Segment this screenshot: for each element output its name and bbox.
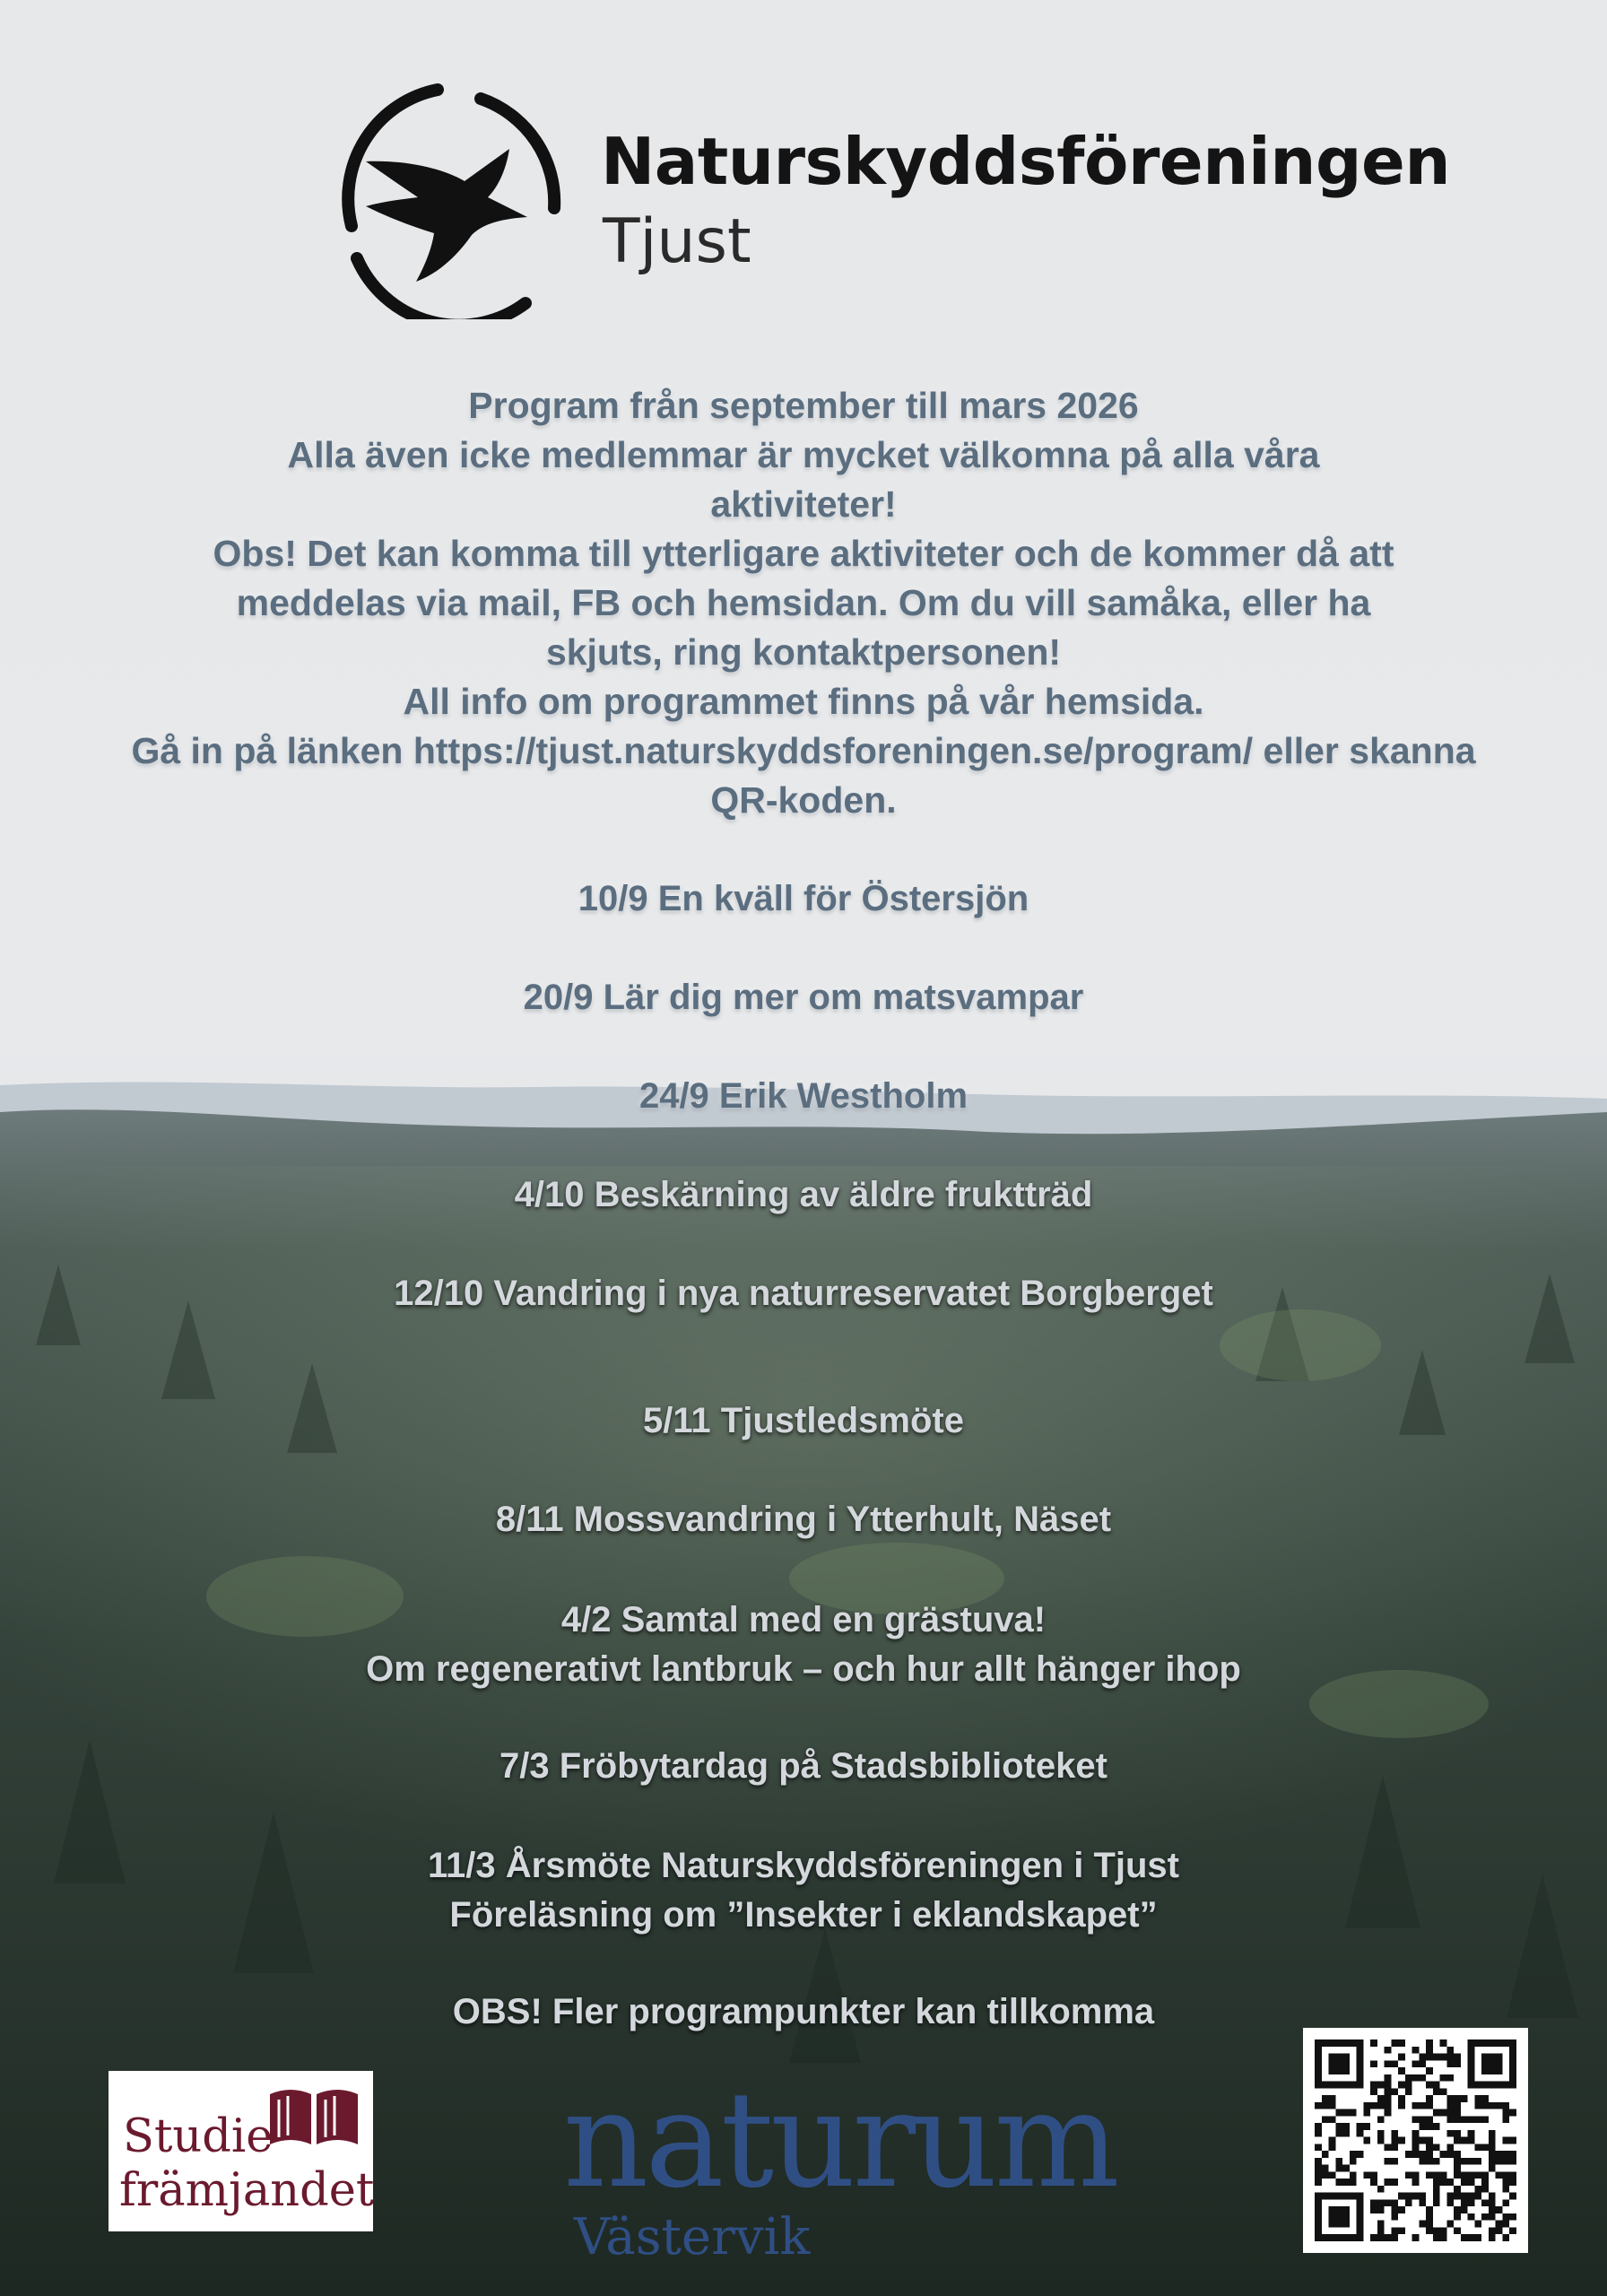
intro-link-line: Gå in på länken https://tjust.naturskyddsforeningen.se/program/ eller skanna bbox=[131, 730, 1476, 771]
books-icon bbox=[266, 2083, 365, 2146]
event-item bbox=[90, 1742, 1517, 1791]
event-title: 8/11 Mossvandring i Ytterhult, Näset bbox=[495, 1500, 1112, 1539]
intro-line: Obs! Det kan komma till ytterligare aktiviteter och de kommer då att bbox=[213, 533, 1394, 574]
event-item bbox=[90, 1841, 1517, 1940]
organization-chapter: Tjust bbox=[603, 206, 751, 277]
intro-text bbox=[36, 381, 1571, 825]
intro-line: Program från september till mars 2026 bbox=[468, 385, 1139, 426]
swallow-logo-icon bbox=[330, 83, 567, 319]
event-subtitle: Om regenerativt lantbruk – och hur allt hänger ihop bbox=[366, 1649, 1241, 1689]
event-item bbox=[90, 1396, 1517, 1446]
framjandet-text: främjandet bbox=[119, 2164, 375, 2217]
event-item bbox=[90, 1495, 1517, 1544]
intro-line: All info om programmet finns på vår hemsida. bbox=[403, 681, 1204, 722]
organization-name: Naturskyddsföreningen bbox=[601, 124, 1451, 199]
intro-line: aktiviteter! bbox=[710, 483, 897, 525]
event-title: 10/9 En kväll för Östersjön bbox=[578, 879, 1029, 918]
qr-code[interactable] bbox=[1303, 2028, 1528, 2253]
event-subtitle: Föreläsning om ”Insekter i eklandskapet” bbox=[449, 1895, 1158, 1935]
event-title: 7/3 Fröbytardag på Stadsbiblioteket bbox=[499, 1746, 1108, 1786]
studie-text: Studie bbox=[123, 2110, 274, 2163]
intro-line: skjuts, ring kontaktpersonen! bbox=[545, 631, 1062, 673]
event-title: 24/9 Erik Westholm bbox=[638, 1076, 969, 1116]
event-item bbox=[90, 1596, 1517, 1694]
event-title: 20/9 Lär dig mer om matsvampar bbox=[523, 978, 1084, 1017]
event-title: 4/2 Samtal med en grästuva! bbox=[560, 1600, 1047, 1639]
event-item bbox=[90, 973, 1517, 1022]
event-title: 11/3 Årsmöte Naturskyddsföreningen i Tjust bbox=[428, 1846, 1179, 1885]
event-item bbox=[90, 874, 1517, 924]
naturum-logo: naturum bbox=[563, 2063, 1116, 2217]
naturum-location: Västervik bbox=[574, 2208, 811, 2266]
event-note: OBS! Fler programpunkter kan tillkomma bbox=[452, 1992, 1155, 2031]
intro-line: meddelas via mail, FB och hemsidan. Om du vill samåka, eller ha bbox=[236, 582, 1371, 623]
event-item bbox=[90, 1170, 1517, 1220]
studiefrmjandet-logo bbox=[109, 2071, 373, 2231]
qr-code-pattern-icon bbox=[1315, 2039, 1516, 2241]
event-item bbox=[90, 1269, 1517, 1318]
intro-line: Alla även icke medlemmar är mycket välkomna på alla våra bbox=[287, 434, 1320, 475]
intro-line: QR-koden. bbox=[710, 779, 897, 821]
event-title: 4/10 Beskärning av äldre fruktträd bbox=[514, 1175, 1093, 1214]
event-item bbox=[90, 1072, 1517, 1121]
event-title: 12/10 Vandring i nya naturreservatet Borgberget bbox=[394, 1274, 1213, 1313]
event-title: 5/11 Tjustledsmöte bbox=[643, 1401, 964, 1440]
